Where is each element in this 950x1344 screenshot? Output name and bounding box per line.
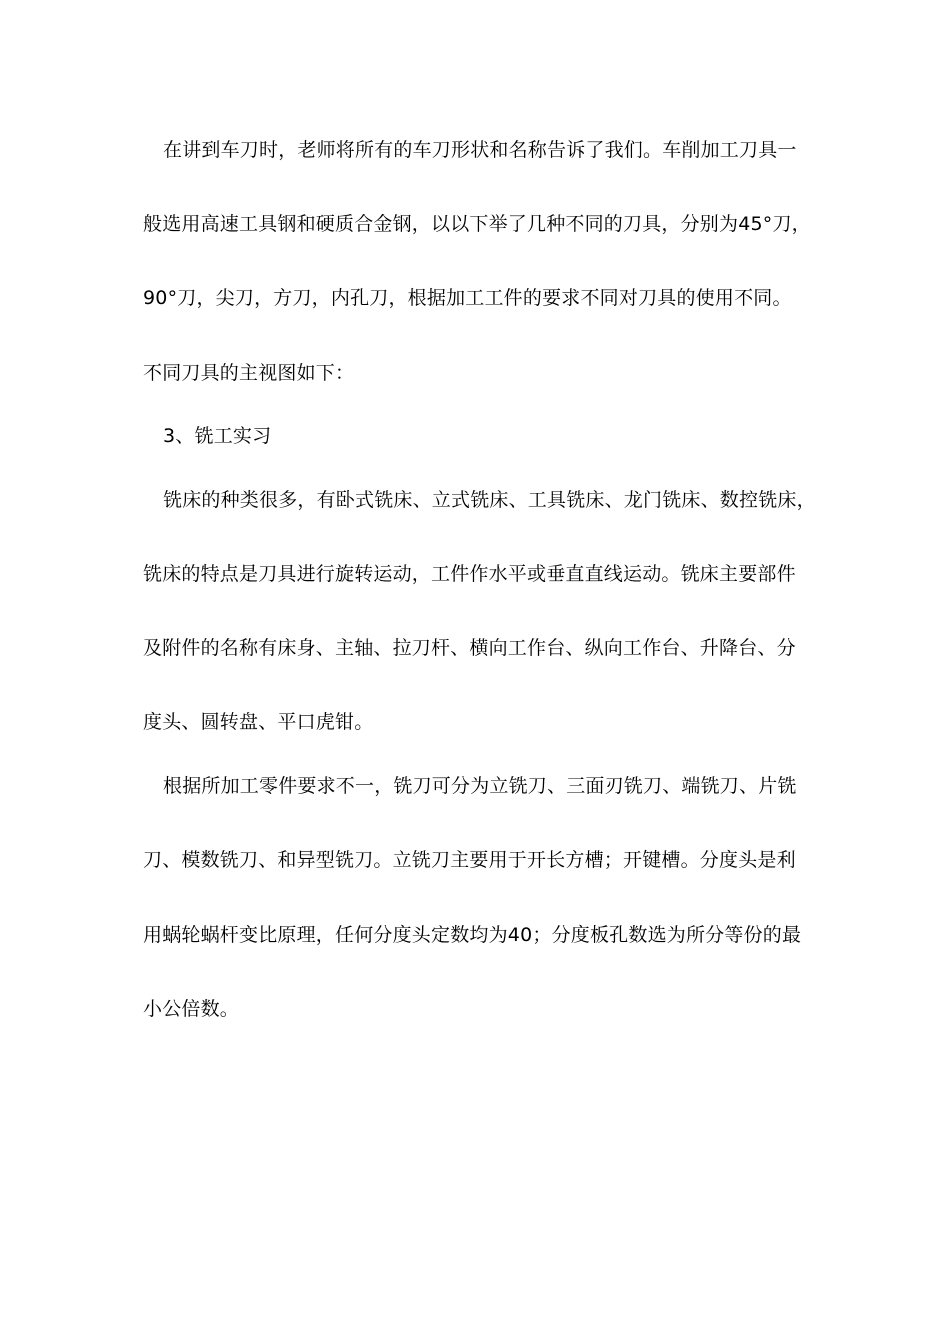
paragraph-line: 小公倍数。 <box>143 998 240 1020</box>
paragraph-line: 度头、圆转盘、平口虎钳。 <box>143 711 374 733</box>
paragraph-line: 刀、模数铣刀、和异型铣刀。立铣刀主要用于开长方槽；开键槽。分度头是利 <box>143 849 796 871</box>
paragraph-line: 在讲到车刀时，老师将所有的车刀形状和名称告诉了我们。车削加工刀具一 <box>163 139 797 161</box>
paragraph-line: 不同刀具的主视图如下： <box>143 362 355 384</box>
section-heading: 3、铣工实习 <box>163 425 272 447</box>
paragraph-line: 铣床的特点是刀具进行旋转运动，工件作水平或垂直直线运动。铣床主要部件 <box>143 563 796 585</box>
paragraph-line: 90°刀，尖刀，方刀，内孔刀，根据加工工件的要求不同对刀具的使用不同。 <box>143 287 792 309</box>
paragraph-line: 铣床的种类很多，有卧式铣床、立式铣床、工具铣床、龙门铣床、数控铣床， <box>163 489 816 511</box>
paragraph-line: 及附件的名称有床身、主轴、拉刀杆、横向工作台、纵向工作台、升降台、分 <box>143 637 796 659</box>
paragraph-line: 般选用高速工具钢和硬质合金钢，以以下举了几种不同的刀具，分别为45°刀， <box>143 213 811 235</box>
paragraph-line: 根据所加工零件要求不一，铣刀可分为立铣刀、三面刃铣刀、端铣刀、片铣 <box>163 775 797 797</box>
paragraph-line: 用蜗轮蜗杆变比原理，任何分度头定数均为40；分度板孔数选为所分等份的最 <box>143 924 802 946</box>
